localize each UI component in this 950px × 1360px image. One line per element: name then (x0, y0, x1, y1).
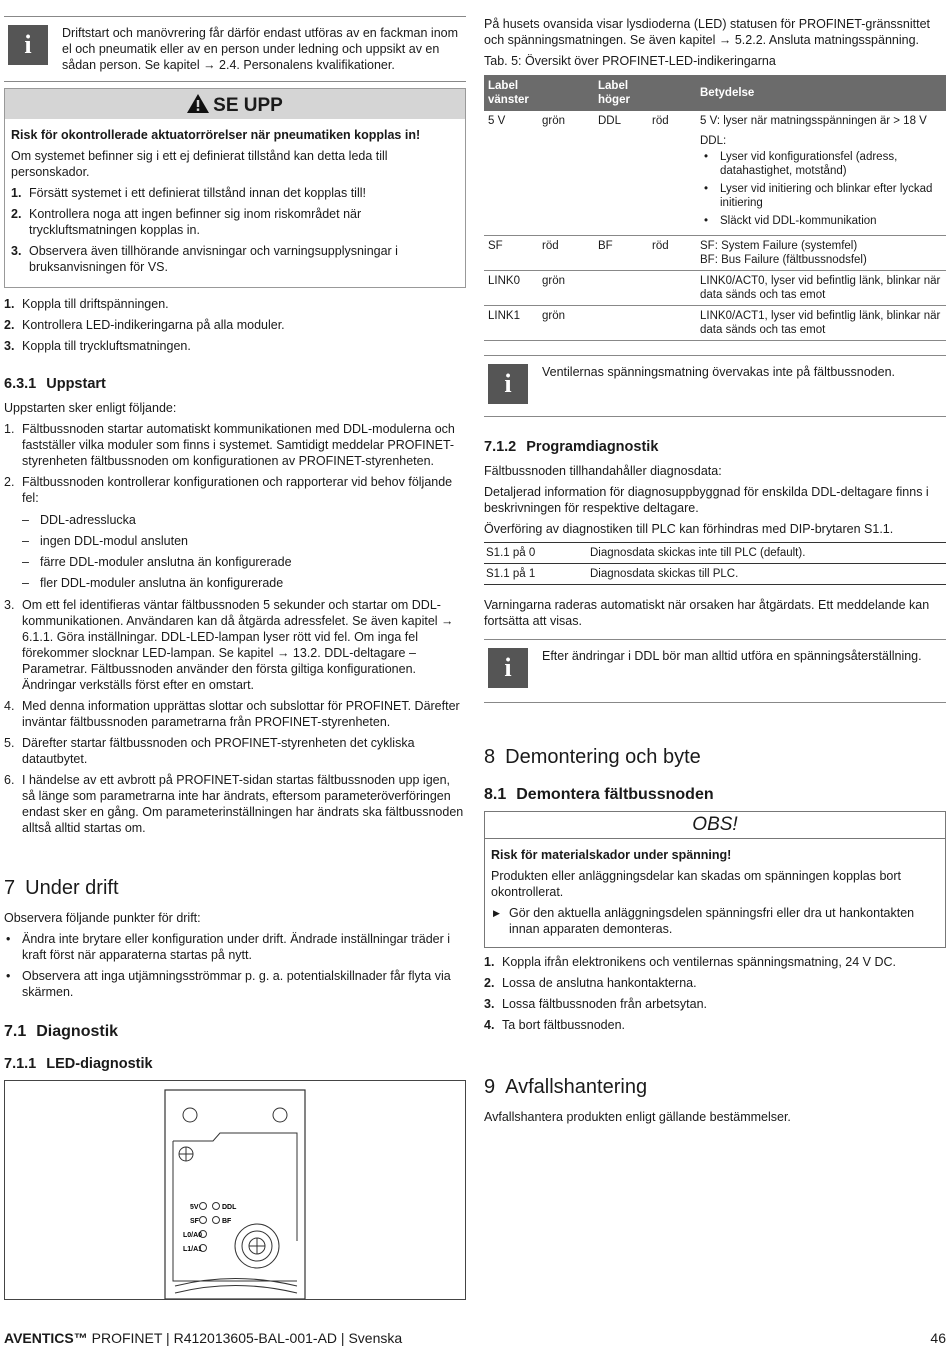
paragraph: Avfallshantera produkten enligt gällande bestämmelser. (484, 1110, 791, 1124)
left-column (4, 16, 466, 1080)
list-item: 4. Med denna information upprättas slottar och subslottar för PROFINET. Därefter inväntar fältbussnoden parametrarna från PROFINET-styrenheten. (4, 699, 460, 729)
warning-header (5, 89, 465, 119)
table-caption: Tab. 5: Översikt över PROFINET-LED-indikeringarna (484, 54, 776, 68)
led-table (484, 75, 946, 341)
led-label-l0a0: L0/A0 (183, 1232, 203, 1239)
notice-title: OBS! (485, 812, 945, 839)
list-item: – fler DDL-moduler anslutna än konfigurerade (4, 575, 466, 591)
page-number: 46 (930, 1330, 946, 1346)
list-item: 1. Koppla ifrån elektronikens och ventilernas spänningsmatning, 24 V DC. (484, 955, 896, 969)
dip-switch-table (484, 542, 946, 585)
heading-7: 7 Under drift (4, 877, 119, 899)
demount-steps (484, 954, 946, 1033)
led-label-bf: BF (222, 1218, 232, 1225)
info-icon: i (488, 364, 528, 404)
error-list (4, 512, 466, 591)
list-item: • Ändra inte brytare eller konfiguration under drift. Ändrade inställningar träder i kraft först när apparaterna startas på nytt. (4, 931, 466, 963)
heading-6-3-1: 6.3.1 Uppstart (4, 376, 106, 392)
list-item: • Observera att inga utjämningsströmmar p. g. a. potentialskillnader får flyta via skärmen. (4, 968, 466, 1000)
table-row: S1.1 på 1 Diagnosdata skickas till PLC. (484, 564, 946, 585)
paragraph: Överföring av diagnostiken till PLC kan förhindras med DIP-brytaren S1.1. (484, 522, 894, 536)
heading-8-1: 8.1 Demontera fältbussnoden (484, 786, 714, 803)
list-item: 3. Observera även tillhörande anvisningar och varningsupplysningar i bruksanvisningen för VS. (11, 244, 398, 274)
heading-9: 9 Avfallshantering (484, 1076, 648, 1098)
list-item: 6. I händelse av ett avbrott på PROFINET-sidan startas fältbussnoden upp igen, så länge som parametrarna inte har ändrats, eftersom parameteröverföringen endast sker en gång. Om parameterinställningen har ändrats ska fältbussnoden alltså alltid startas om. (4, 773, 464, 835)
paragraph: Detaljerad information för diagnosuppbyggnad för enskilda DDL-deltagare finns i beskrivningen för respektive deltagare. (484, 485, 929, 515)
table-row: LINK0 grön LINK0/ACT0, lyser vid befintlig länk, blinkar när data sänds och tas emot (484, 271, 946, 306)
startup-steps (4, 296, 466, 354)
list-item: 5. Därefter startar fältbussnoden och PROFINET-styrenheten det cykliska datautbytet. (4, 736, 415, 766)
info-text: Driftstart och manövrering får därför endast utföras av en fackman inom el och pneumatik eller av en person under ledning och uppsikt av en sådan person. Se kapitel → 2.4. Personalens kvalifikationer. (62, 26, 459, 72)
startup-sequence (4, 421, 466, 836)
list-item: 3. Lossa fältbussnoden från arbetsytan. (484, 997, 707, 1011)
warning-lead: Risk för okontrollerade aktuatorrörelser när pneumatiken kopplas in! (11, 128, 421, 142)
list-item: • Lyser vid konfigurationsfel (adress, datahastighet, motstånd) (700, 150, 942, 178)
table-row: 5 V grön DDL röd 5 V: lyser när matningsspänningen är > 18 V (488, 115, 927, 127)
info-icon: i (8, 25, 48, 65)
table-row: SF röd BF röd SF: System Failure (systemfel) BF: Bus Failure (fältbussnodsfel) (484, 236, 946, 271)
table-row: LINK1 grön LINK0/ACT1, lyser vid befintlig länk, blinkar när data sänds och tas emot (484, 306, 946, 341)
led-label-l1a1: L1/A1 (183, 1246, 203, 1253)
warning-icon (187, 94, 209, 113)
col-header (538, 75, 594, 111)
brand-name: AVENTICS™ (4, 1330, 88, 1346)
paragraph: Varningarna raderas automatiskt när orsaken har åtgärdats. Ett meddelande kan fortsätta att visas. (484, 598, 930, 628)
heading-7-1: 7.1 Diagnostik (4, 1023, 119, 1040)
table-row: S1.1 på 0 Diagnosdata skickas inte till PLC (default). (484, 543, 946, 564)
notice-box (484, 811, 946, 948)
info-note (4, 16, 466, 82)
list-item: 4. Ta bort fältbussnoden. (484, 1018, 625, 1032)
list-item: – färre DDL-moduler anslutna än konfigurerade (4, 554, 466, 570)
col-header: Label vänster (484, 75, 538, 111)
led-figure (4, 1080, 466, 1300)
list-item: – DDL-adresslucka (4, 512, 466, 528)
operation-points (4, 931, 466, 1000)
list-item: ▶ Gör den aktuella anläggningsdelen spänningsfri eller dra ut hankontakten innan apparaten demonteras. (491, 905, 939, 937)
notice-lead: Risk för materialskador under spänning! (491, 848, 732, 862)
warning-title: SE UPP (213, 95, 283, 116)
list-item: 1. Koppla till driftspänningen. (4, 297, 169, 311)
heading-7-1-2: 7.1.2 Programdiagnostik (484, 439, 659, 455)
notice-actions (491, 905, 939, 937)
list-item: 3. Koppla till tryckluftsmatningen. (4, 339, 191, 353)
fieldbus-node-illustration (5, 1081, 465, 1299)
led-label-5v: 5V (190, 1204, 199, 1211)
list-item: 2. Kontrollera noga att ingen befinner sig inom riskområdet när tryckluftsmatningen kopplas in. (11, 207, 362, 237)
right-column (484, 16, 946, 1130)
col-header (648, 75, 696, 111)
list-item: 2. Lossa de anslutna hankontakterna. (484, 976, 697, 990)
list-item: 1. Försätt systemet i ett definierat tillstånd innan det kopplas till! (11, 186, 366, 200)
warning-steps (11, 185, 459, 275)
notice-text: Produkten eller anläggningsdelar kan skadas om spänningen kopplas bort okontrollerat. (491, 869, 901, 899)
table-row: DDL: • Lyser vid konfigurationsfel (adress, datahastighet, motstånd) • Lyser vid initiering och blinkar efter lyckad initiering • Släckt vid DDL-kommunikation (484, 131, 946, 236)
info-icon: i (488, 648, 528, 688)
list-item: – ingen DDL-modul ansluten (4, 533, 466, 549)
warning-box (4, 88, 466, 288)
list-item: 3. Om ett fel identifieras väntar fältbussnoden 5 sekunder och startar om DDL-kommunikationen. Användaren kan då åtgärda adressfelet. Se även kapitel → 6.1.1. Göra inställningar. DDL-LED-lampan lyser rött vid fel. Om inga fel förekommer slocknar LED-lampan. Se kapitel → 13.2. DDL-deltagare – Parametrar. Fältbussnoden använder den första giltiga konfigurationen. Ändringar verkställs först efter en omstart. (4, 598, 454, 692)
heading-8: 8 Demontering och byte (484, 746, 701, 768)
paragraph: Fältbussnoden tillhandahåller diagnosdata: (484, 464, 722, 478)
paragraph: Uppstarten sker enligt följande: (4, 401, 177, 415)
info-text: Efter ändringar i DDL bör man alltid utföra en spänningsåterställning. (542, 649, 922, 663)
list-item: 2. Kontrollera LED-indikeringarna på alla moduler. (4, 318, 285, 332)
list-item: 2. Fältbussnoden kontrollerar konfigurationen och rapporterar vid behov följande fel: – DDL-adresslucka – ingen DDL-modul ansluten – färre DDL-moduler anslutna än konfigurerade – fler DDL-moduler anslutna än konfigurerade (4, 474, 466, 591)
heading-7-1-1: 7.1.1 LED-diagnostik (4, 1056, 153, 1072)
info-text: Ventilernas spänningsmatning övervakas inte på fältbussnoden. (542, 365, 896, 379)
col-header: Label höger (594, 75, 648, 111)
warning-text: Om systemet befinner sig i ett ej definierat tillstånd kan detta leda till personskador. (11, 149, 388, 179)
doc-info: PROFINET | R412013605-BAL-001-AD | Svenska (87, 1330, 403, 1346)
paragraph: På husets ovansida visar lysdioderna (LED) statusen för PROFINET-gränssnittet och spänningsmatningen. Se även kapitel → 5.2.2. Ansluta matningsspänning. (484, 17, 931, 47)
list-item: • Lyser vid initiering och blinkar efter lyckad initiering (700, 182, 942, 210)
page-footer (4, 1330, 946, 1346)
info-note (484, 355, 946, 417)
list-item: • Släckt vid DDL-kommunikation (700, 214, 942, 228)
led-label-ddl: DDL (222, 1204, 237, 1211)
paragraph: Observera följande punkter för drift: (4, 911, 201, 925)
col-header: Betydelse (696, 75, 946, 111)
led-label-sf: SF (190, 1218, 199, 1225)
list-item: 1. Fältbussnoden startar automatiskt kommunikationen med DDL-modulerna och fastställer vilka moduler som finns i systemet. Samtidigt meddelar PROFINET-styrenheten fältbussnoden om konfigurationen av PROFINET-styrenheten. (4, 422, 455, 468)
info-note (484, 639, 946, 703)
